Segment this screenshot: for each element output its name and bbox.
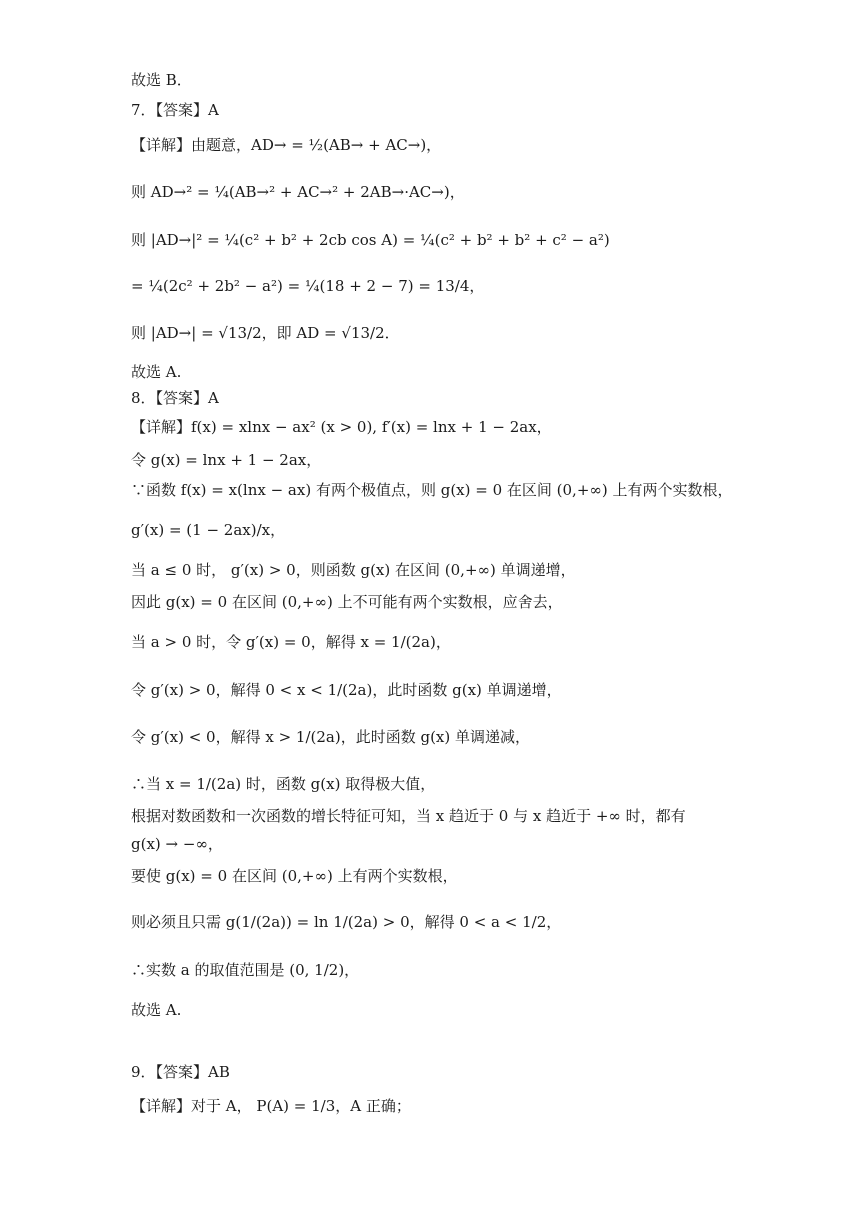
text-line: 根据对数函数和一次函数的增长特征可知，当 x 趋近于 0 与 x 趋近于 +∞ 时，都有 [131, 807, 686, 825]
text-line: 故选 B． [131, 71, 192, 89]
answer-heading: 8．【答案】A [131, 389, 219, 407]
math-line: 令 g′(x) < 0，解得 x > 1/(2a)，此时函数 g(x) 单调递减， [131, 728, 531, 746]
answer-heading: 7．【答案】A [131, 101, 219, 119]
math-line: g′(x) = (1 − 2ax)/x， [131, 521, 286, 539]
math-line: 要使 g(x) = 0 在区间 (0,+∞) 上有两个实数根， [131, 867, 458, 885]
text-line: 故选 A. [131, 363, 182, 381]
math-line: 当 a > 0 时，令 g′(x) = 0，解得 x = 1/(2a)， [131, 633, 451, 651]
math-line: ∵函数 f(x) = x(lnx − ax) 有两个极值点，则 g(x) = 0 在区间 (0,+∞) 上有两个实数根， [131, 481, 733, 499]
answer-heading: 9．【答案】AB [131, 1063, 230, 1081]
math-line: 令 g(x) = lnx + 1 − 2ax， [131, 451, 322, 469]
math-line: 【详解】f(x) = xlnx − ax² (x > 0), f′(x) = lnx + 1 − 2ax， [131, 418, 552, 436]
math-line: 则 |AD→|² = ¼(c² + b² + 2cb cos A) = ¼(c² + b² + b² + c² − a²) [131, 231, 610, 249]
math-line: ∴当 x = 1/(2a) 时，函数 g(x) 取得极大值， [131, 775, 436, 793]
text-line: 【详解】由题意，AD→ = ½(AB→ + AC→)， [131, 136, 442, 154]
math-line: 当 a ≤ 0 时， g′(x) > 0，则函数 g(x) 在区间 (0,+∞) 单调递增， [131, 561, 576, 579]
math-line: = ¼(2c² + 2b² − a²) = ¼(18 + 2 − 7) = 13/4， [131, 277, 485, 295]
math-line: 令 g′(x) > 0，解得 0 < x < 1/(2a)，此时函数 g(x) 单调递增， [131, 681, 562, 699]
math-line: 【详解】对于 A， P(A) = 1/3，A 正确； [131, 1097, 411, 1115]
math-line: 则必须且只需 g(1/(2a)) = ln 1/(2a) > 0，解得 0 < a < 1/2， [131, 913, 562, 931]
math-line: 则 |AD→| = √13/2，即 AD = √13/2． [131, 324, 400, 342]
math-line: ∴实数 a 的取值范围是 (0, 1/2)， [131, 961, 360, 979]
text-line: 故选 A. [131, 1001, 182, 1019]
math-line: 则 AD→² = ¼(AB→² + AC→² + 2AB→·AC→)， [131, 183, 465, 201]
math-line: 因此 g(x) = 0 在区间 (0,+∞) 上不可能有两个实数根，应舍去， [131, 593, 563, 611]
math-line: g(x) → −∞， [131, 835, 223, 853]
